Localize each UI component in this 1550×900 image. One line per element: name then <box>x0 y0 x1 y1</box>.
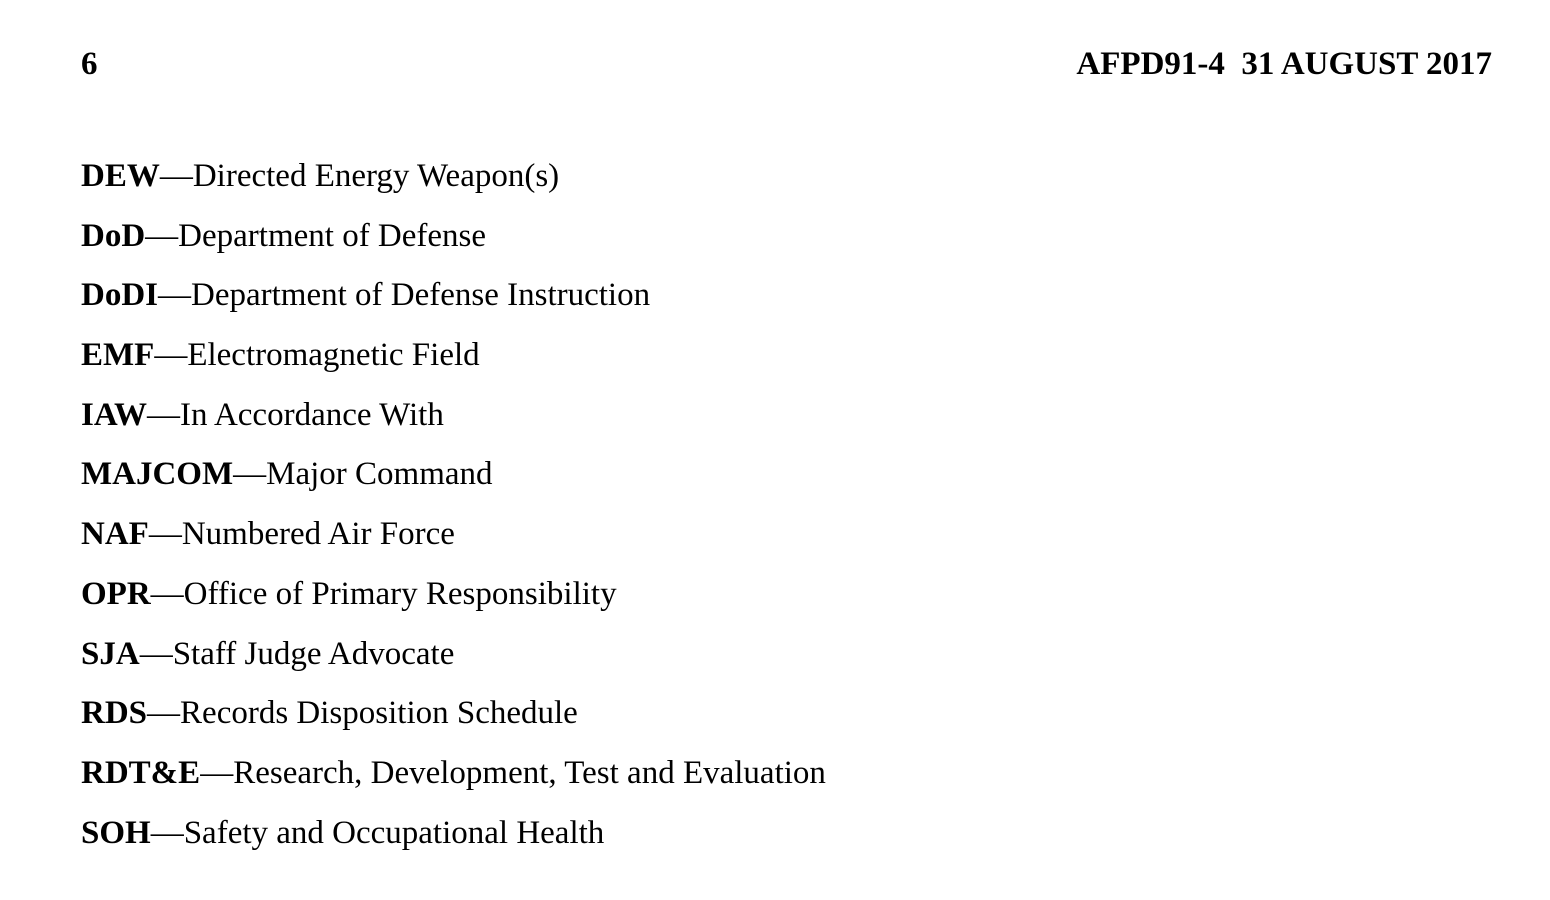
acronym-definition: —Major Command <box>233 456 493 493</box>
acronym-term: RDS <box>81 695 148 732</box>
acronym-definition: —Staff Judge Advocate <box>139 635 455 672</box>
acronym-entry <box>81 691 826 735</box>
acronym-entry <box>81 452 826 496</box>
acronym-definition: —Department of Defense Instruction <box>158 277 651 314</box>
acronym-term: SOH <box>81 814 151 851</box>
acronym-entry <box>81 393 826 437</box>
acronym-term: NAF <box>81 516 149 553</box>
acronym-term: SJA <box>81 635 140 672</box>
acronym-term: DoD <box>81 217 146 254</box>
acronym-entry <box>81 214 826 258</box>
acronym-entry <box>81 751 826 795</box>
acronym-definition: —Office of Primary Responsibility <box>150 575 617 612</box>
acronym-list <box>81 154 826 870</box>
acronym-entry <box>81 632 826 676</box>
page-header <box>81 42 1492 86</box>
acronym-entry <box>81 273 826 317</box>
acronym-definition: —Electromagnetic Field <box>154 337 480 374</box>
acronym-term: RDT&E <box>81 754 201 791</box>
acronym-term: EMF <box>81 337 155 374</box>
acronym-term: MAJCOM <box>81 456 234 493</box>
acronym-term: IAW <box>81 396 148 433</box>
acronym-entry <box>81 811 826 855</box>
acronym-definition: —Directed Energy Weapon(s) <box>159 158 560 194</box>
document-id: AFPD91-4 31 AUGUST 2017 <box>1076 46 1492 82</box>
acronym-term: DEW <box>81 158 160 194</box>
acronym-definition: —In Accordance With <box>147 396 444 433</box>
acronym-definition: —Safety and Occupational Health <box>150 814 605 851</box>
acronym-definition: —Department of Defense <box>145 217 487 254</box>
acronym-entry <box>81 333 826 377</box>
acronym-entry <box>81 512 826 556</box>
page-number: 6 <box>81 46 98 82</box>
acronym-definition: —Records Disposition Schedule <box>147 695 578 732</box>
acronym-term: DoDI <box>81 277 159 314</box>
acronym-definition: —Research, Development, Test and Evaluation <box>200 754 826 791</box>
acronym-definition: —Numbered Air Force <box>148 516 455 553</box>
acronym-entry <box>81 154 826 198</box>
acronym-entry <box>81 572 826 616</box>
acronym-term: OPR <box>81 575 151 612</box>
